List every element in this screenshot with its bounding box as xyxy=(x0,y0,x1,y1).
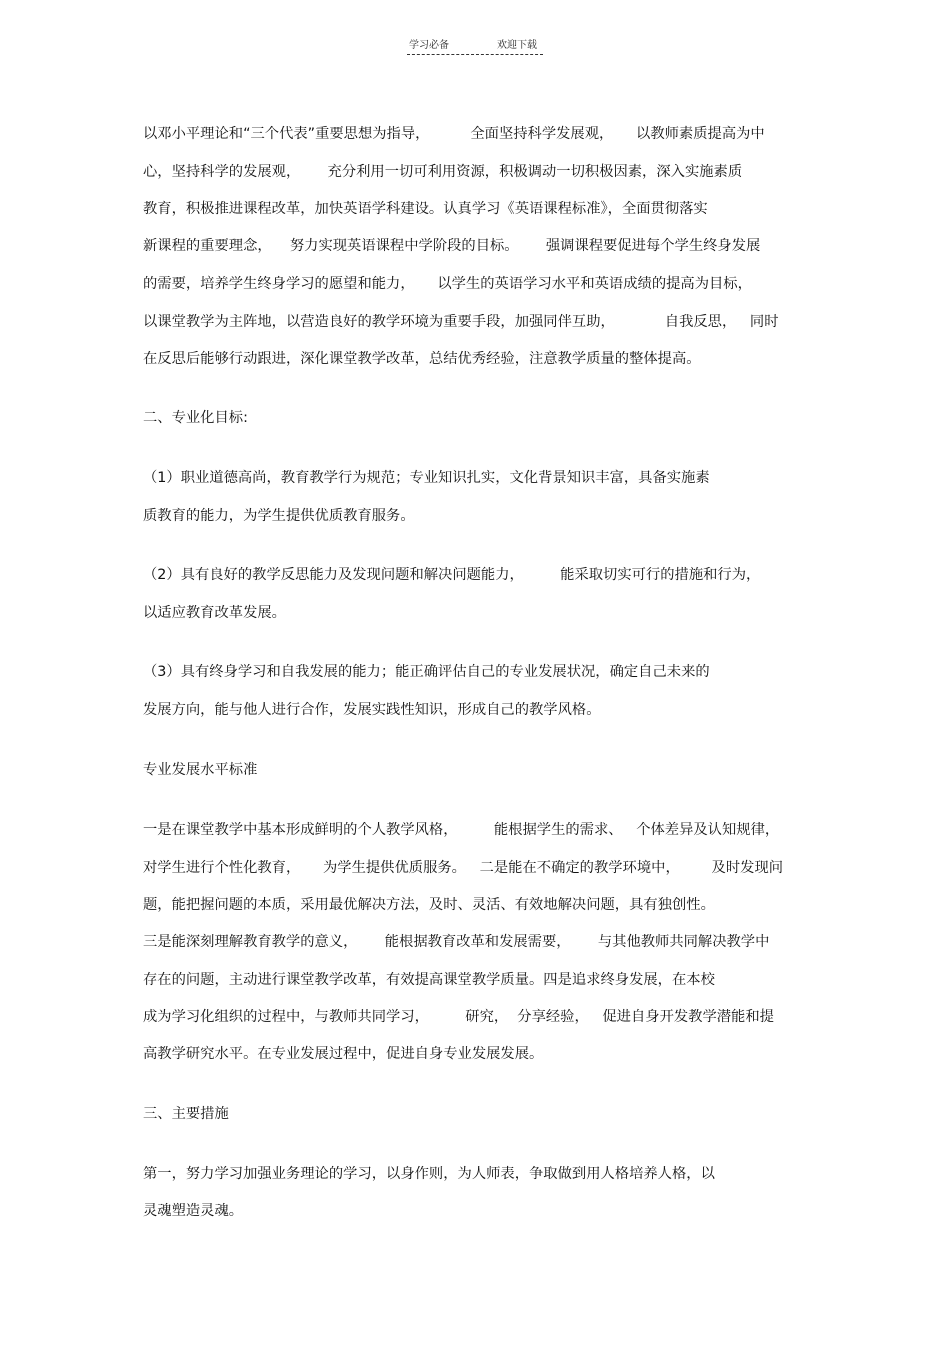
header-left-text: 学习必备 xyxy=(409,40,449,51)
header-divider xyxy=(407,54,543,55)
text-line: 成为学习化组织的过程中，与教师共同学习， 研究， 分享经验， 促进自身开发教学潜能和提 xyxy=(143,1009,774,1025)
text-line: 以邓小平理论和“三个代表”重要思想为指导， 全面坚持科学发展观， 以教师素质提高为中 xyxy=(143,126,765,142)
text-line: 高教学研究水平。在专业发展过程中，促进自身专业发展发展。 xyxy=(143,1046,544,1062)
text-line: 一是在课堂教学中基本形成鲜明的个人教学风格， 能根据学生的需求、 个体差异及认知规律， xyxy=(143,822,780,838)
text-line: 心，坚持科学的发展观， 充分利用一切可利用资源，积极调动一切积极因素，深入实施素质 xyxy=(143,164,743,180)
text-line: 新课程的重要理念， 努力实现英语课程中学阶段的目标。 强调课程要促进每个学生终身发展 xyxy=(143,238,761,254)
text-line: 在反思后能够行动跟进，深化课堂教学改革，总结优秀经验，注意教学质量的整体提高。 xyxy=(143,351,701,367)
text-line: 以课堂教学为主阵地，以营造良好的教学环境为重要手段，加强同伴互助， 自我反思， 同时 xyxy=(143,314,779,330)
text-line: 对学生进行个性化教育， 为学生提供优质服务。 二是能在不确定的教学环境中， 及时发现问 xyxy=(143,860,784,876)
text-line: 教育，积极推进课程改革，加快英语学科建设。认真学习《英语课程标准》，全面贯彻落实 xyxy=(143,201,708,217)
text-line: （1）职业道德高尚，教育教学行为规范；专业知识扎实，文化背景知识丰富，具备实施素 xyxy=(143,470,710,486)
text-line: 灵魂塑造灵魂。 xyxy=(143,1203,244,1219)
text-line: （3）具有终身学习和自我发展的能力；能正确评估自己的专业发展状况，确定自己未来的 xyxy=(143,664,710,680)
text-line: （2）具有良好的教学反思能力及发现问题和解决问题能力， 能采取切实可行的措施和行为， xyxy=(143,567,761,583)
text-line: 的需要，培养学生终身学习的愿望和能力， 以学生的英语学习水平和英语成绩的提高为目标， xyxy=(143,276,752,292)
section-heading: 二、专业化目标: xyxy=(143,410,248,426)
section-heading: 三、主要措施 xyxy=(143,1106,229,1122)
text-line: 以适应教育改革发展。 xyxy=(143,605,286,621)
text-line: 三是能深刻理解教育教学的意义， 能根据教育改革和发展需要， 与其他教师共同解决教学中 xyxy=(143,934,770,950)
text-line: 存在的问题，主动进行课堂教学改革，有效提高课堂教学质量。四是追求终身发展，在本校 xyxy=(143,972,715,988)
text-line: 第一，努力学习加强业务理论的学习，以身作则，为人师表，争取做到用人格培养人格，以 xyxy=(143,1166,715,1182)
text-line: 质教育的能力，为学生提供优质教育服务。 xyxy=(143,508,415,524)
page-header xyxy=(0,36,950,56)
section-heading: 专业发展水平标准 xyxy=(143,762,258,778)
header-right-text: 欢迎下载 xyxy=(497,40,537,51)
text-line: 题，能把握问题的本质，采用最优解决方法，及时、灵活、有效地解决问题，具有独创性。 xyxy=(143,897,715,913)
text-line: 发展方向，能与他人进行合作，发展实践性知识，形成自己的教学风格。 xyxy=(143,702,601,718)
